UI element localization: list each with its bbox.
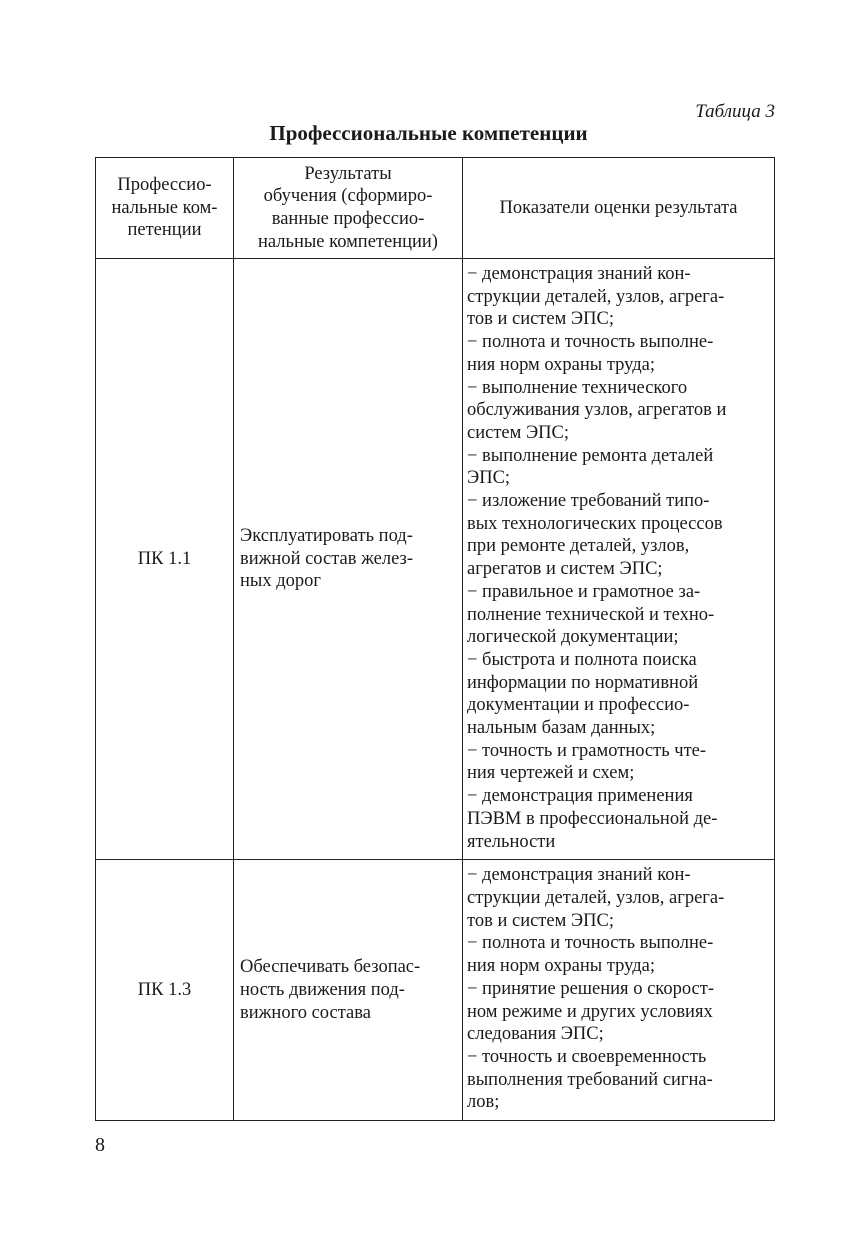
- text-line: ния норм охраны труда;: [467, 354, 656, 375]
- text-line: − демонстрация применения: [467, 786, 693, 807]
- text-line: Показатели оценки результата: [499, 197, 738, 218]
- text-line: − полнота и точность выполне-: [467, 933, 714, 954]
- text-line: струкции деталей, узлов, агрега-: [467, 887, 725, 908]
- text-line: тов и систем ЭПС;: [467, 910, 614, 931]
- text-line: лов;: [467, 1092, 500, 1113]
- text-line: − точность и грамотность чте-: [467, 740, 707, 761]
- text-line: − изложение требований типо-: [467, 491, 710, 512]
- text-line: выполнения требований сигна-: [467, 1069, 713, 1090]
- table-row: [96, 860, 775, 1121]
- text-line: − выполнение технического: [467, 377, 688, 398]
- text-line: Обеспечивать безопас-: [240, 957, 421, 978]
- text-line: ном режиме и других условиях: [467, 1001, 713, 1022]
- text-line: − демонстрация знаний кон-: [467, 264, 691, 284]
- text-line: ПЭВМ в профессиональной де-: [467, 808, 718, 829]
- competencies-table: [95, 157, 775, 1121]
- text-line: петенции: [127, 220, 202, 241]
- table-caption: Таблица 3: [695, 101, 775, 122]
- text-line: систем ЭПС;: [467, 422, 570, 443]
- text-line: ятельности: [467, 831, 556, 852]
- header-indicators: [463, 158, 775, 259]
- text-line: нальные компетенции): [258, 231, 438, 252]
- header-competencies: [96, 158, 234, 259]
- text-line: логической документации;: [467, 627, 679, 648]
- text-line: − правильное и грамотное за-: [467, 581, 701, 602]
- text-line: вижного состава: [240, 1002, 371, 1023]
- text-line: вых технологических процессов: [467, 513, 723, 534]
- text-line: − принятие решения о скорост-: [467, 978, 714, 999]
- text-line: ния норм охраны труда;: [467, 956, 656, 977]
- text-line: ния чертежей и схем;: [467, 763, 635, 784]
- text-line: вижной состав желез-: [240, 548, 413, 569]
- header-row: [96, 158, 775, 259]
- learning-result: [234, 259, 463, 860]
- text-line: струкции деталей, узлов, агрега-: [467, 286, 725, 307]
- text-line: ванные профессио-: [271, 209, 425, 229]
- text-line: ность движения под-: [240, 979, 405, 1000]
- text-line: − демонстрация знаний кон-: [467, 865, 691, 886]
- competency-code: ПК 1.1: [96, 259, 234, 860]
- text-line: информации по нормативной: [467, 672, 699, 693]
- text-line: − быстрота и полнота поиска: [467, 649, 697, 670]
- text-line: − полнота и точность выполне-: [467, 332, 714, 353]
- text-line: Эксплуатировать под-: [240, 526, 413, 547]
- text-line: документации и профессио-: [467, 695, 690, 716]
- competency-code: ПК 1.3: [96, 860, 234, 1121]
- text-line: тов и систем ЭПС;: [467, 309, 614, 330]
- text-line: агрегатов и систем ЭПС;: [467, 559, 663, 580]
- text-line: − точность и своевременность: [467, 1046, 707, 1067]
- text-line: обслуживания узлов, агрегатов и: [467, 400, 727, 421]
- page-number: 8: [95, 1134, 105, 1156]
- table-title: Профессиональные компетенции: [269, 121, 588, 145]
- text-line: ЭПС;: [467, 468, 511, 489]
- text-line: ных дорог: [240, 571, 321, 592]
- text-line: нальным базам данных;: [467, 718, 656, 739]
- learning-result: [234, 860, 463, 1121]
- text-line: обучения (сформиро-: [263, 186, 433, 207]
- result-indicators: [463, 860, 775, 1121]
- text-line: полнение технической и техно-: [467, 604, 715, 625]
- header-learning-results: [234, 158, 463, 259]
- text-line: при ремонте деталей, узлов,: [467, 536, 690, 557]
- text-line: Профессио-: [117, 174, 212, 195]
- text-line: Результаты: [304, 163, 392, 184]
- text-line: нальные ком-: [111, 197, 218, 218]
- text-line: следования ЭПС;: [467, 1024, 604, 1045]
- text-line: − выполнение ремонта деталей: [467, 445, 714, 466]
- table-row: [96, 259, 775, 860]
- result-indicators: [463, 259, 775, 860]
